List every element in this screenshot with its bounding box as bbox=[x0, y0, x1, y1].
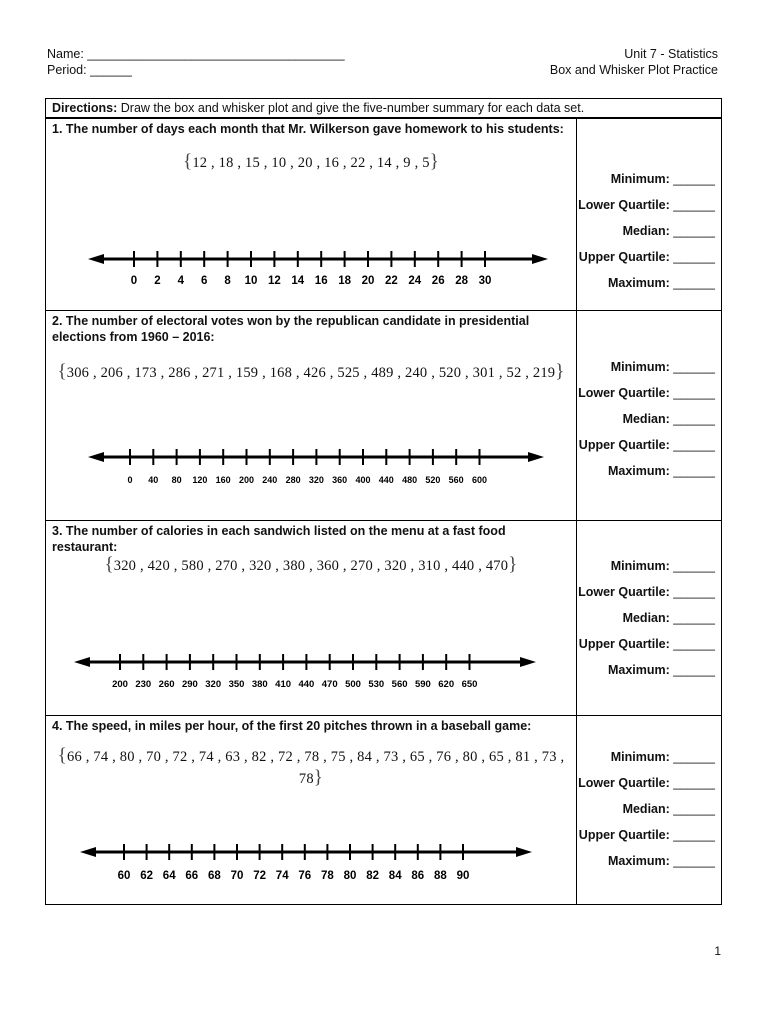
tick-label: 4 bbox=[177, 275, 185, 287]
summary-label: Upper Quartile: bbox=[578, 438, 670, 452]
tick-label: 76 bbox=[298, 870, 312, 882]
question-prompt: The speed, in miles per hour, of the first 20 pitches thrown in a baseball game: bbox=[65, 719, 532, 733]
student-info bbox=[47, 46, 345, 78]
tick-label: 20 bbox=[361, 275, 375, 287]
tick-label: 12 bbox=[268, 275, 281, 287]
tick-label: 6 bbox=[200, 275, 208, 287]
summary-label: Median: bbox=[622, 802, 670, 816]
tick-label: 440 bbox=[298, 679, 315, 690]
summary-label: Median: bbox=[622, 412, 670, 426]
summary-label: Upper Quartile: bbox=[578, 828, 670, 842]
tick-label: 68 bbox=[208, 870, 221, 882]
tick-label: 80 bbox=[343, 870, 357, 882]
tick-label: 70 bbox=[230, 870, 244, 882]
left-arrow-icon bbox=[88, 254, 104, 264]
answer-blank[interactable]: ______ bbox=[673, 250, 715, 264]
summary-label: Minimum: bbox=[610, 360, 670, 374]
answer-blank[interactable]: ______ bbox=[673, 802, 715, 816]
answer-blank[interactable]: ______ bbox=[673, 585, 715, 599]
summary-row bbox=[578, 406, 715, 432]
question-prompt: The number of calories in each sandwich listed on the menu at a fast food restaurant: bbox=[52, 524, 506, 554]
name-line bbox=[47, 46, 345, 62]
tick-label: 410 bbox=[275, 679, 292, 690]
answer-blank[interactable]: ______ bbox=[673, 776, 715, 790]
summary-label: Lower Quartile: bbox=[578, 776, 670, 790]
tick-label: 90 bbox=[456, 870, 470, 882]
open-brace: { bbox=[57, 361, 67, 382]
right-arrow-icon bbox=[532, 254, 548, 264]
period-line bbox=[47, 62, 345, 78]
five-number-summary bbox=[576, 716, 721, 905]
answer-blank[interactable]: ______ bbox=[673, 559, 715, 573]
summary-row bbox=[578, 796, 715, 822]
tick-label: 320 bbox=[308, 475, 324, 485]
tick-label: 28 bbox=[455, 275, 468, 287]
answer-blank[interactable]: ______ bbox=[673, 828, 715, 842]
tick-label: 320 bbox=[205, 679, 222, 690]
tick-label: 10 bbox=[244, 275, 258, 287]
answer-blank[interactable]: ______ bbox=[673, 386, 715, 400]
answer-blank[interactable]: ______ bbox=[673, 663, 715, 677]
summary-label: Minimum: bbox=[610, 172, 670, 186]
tick-label: 650 bbox=[461, 679, 478, 690]
tick-label: 600 bbox=[471, 475, 488, 485]
question-number: 4. bbox=[52, 719, 63, 733]
tick-label: 62 bbox=[140, 870, 153, 882]
answer-blank[interactable]: ______ bbox=[673, 198, 715, 212]
summary-label: Lower Quartile: bbox=[578, 585, 670, 599]
answer-blank[interactable]: ______ bbox=[673, 172, 715, 186]
tick-label: 480 bbox=[402, 475, 418, 485]
tick-label: 84 bbox=[388, 870, 402, 882]
problem-4 bbox=[46, 715, 721, 905]
summary-row bbox=[578, 354, 715, 380]
tick-label: 470 bbox=[321, 679, 338, 690]
tick-label: 200 bbox=[112, 679, 128, 690]
page-number: 1 bbox=[714, 944, 721, 958]
summary-row bbox=[578, 848, 715, 874]
directions-row bbox=[46, 99, 721, 118]
tick-label: 60 bbox=[117, 870, 131, 882]
directions-text: Draw the box and whisker plot and give the five-number summary for each data set. bbox=[117, 101, 585, 115]
tick-label: 260 bbox=[158, 679, 175, 690]
summary-label: Minimum: bbox=[610, 750, 670, 764]
data-values: 66 , 74 , 80 , 70 , 72 , 74 , 63 , 82 , 72 , 78 , 75 , 84 , 73 , 65 , 76 , 80 , 65 , 81 , 73 , 78 bbox=[67, 749, 565, 787]
answer-blank[interactable]: ______ bbox=[673, 276, 715, 290]
answer-blank[interactable]: ______ bbox=[673, 464, 715, 478]
answer-blank[interactable]: ______ bbox=[673, 611, 715, 625]
directions-label: Directions: bbox=[52, 101, 118, 115]
tick-label: 400 bbox=[355, 475, 371, 485]
problem-2 bbox=[46, 310, 721, 520]
problem-content bbox=[46, 119, 576, 310]
tick-label: 380 bbox=[251, 679, 268, 690]
answer-blank[interactable]: ______ bbox=[673, 412, 715, 426]
five-number-summary bbox=[576, 521, 721, 715]
tick-label: 230 bbox=[135, 679, 152, 690]
summary-label: Lower Quartile: bbox=[578, 198, 670, 212]
summary-label: Upper Quartile: bbox=[578, 637, 670, 651]
summary-row bbox=[578, 631, 715, 657]
summary-label: Maximum: bbox=[607, 663, 670, 677]
tick-label: 16 bbox=[314, 275, 328, 287]
tick-label: 440 bbox=[378, 475, 394, 485]
summary-label: Maximum: bbox=[607, 854, 670, 868]
tick-label: 280 bbox=[285, 475, 301, 485]
tick-label: 200 bbox=[238, 475, 255, 485]
summary-row bbox=[578, 432, 715, 458]
tick-label: 64 bbox=[162, 870, 176, 882]
question-number: 2. bbox=[52, 314, 63, 328]
summary-row bbox=[578, 657, 715, 683]
left-arrow-icon bbox=[80, 847, 96, 857]
unit-label: Unit 7 - Statistics bbox=[624, 47, 718, 61]
tick-label: 86 bbox=[411, 870, 425, 882]
tick-label: 560 bbox=[391, 679, 408, 690]
close-brace: } bbox=[429, 151, 440, 172]
tick-label: 590 bbox=[414, 679, 431, 690]
number-line[interactable] bbox=[46, 311, 576, 521]
answer-blank[interactable]: ______ bbox=[673, 637, 715, 651]
summary-label: Maximum: bbox=[607, 276, 670, 290]
close-brace: } bbox=[555, 361, 565, 382]
summary-label: Lower Quartile: bbox=[578, 386, 670, 400]
answer-blank[interactable]: ______ bbox=[673, 750, 715, 764]
problem-content bbox=[46, 521, 576, 715]
left-arrow-icon bbox=[74, 657, 90, 667]
data-values: 306 , 206 , 173 , 286 , 271 , 159 , 168 , 426 , 525 , 489 , 240 , 520 , 301 , 52 , 219 bbox=[66, 365, 556, 381]
tick-label: 500 bbox=[345, 679, 361, 690]
worksheet-subtitle: Box and Whisker Plot Practice bbox=[549, 63, 718, 77]
tick-label: 88 bbox=[434, 870, 447, 882]
tick-label: 560 bbox=[448, 475, 464, 485]
tick-label: 0 bbox=[130, 275, 138, 287]
period-label: Period: bbox=[47, 63, 91, 77]
tick-label: 290 bbox=[181, 679, 198, 690]
summary-row bbox=[578, 605, 715, 631]
number-line[interactable] bbox=[46, 119, 576, 311]
problem-content bbox=[46, 311, 576, 520]
left-arrow-icon bbox=[88, 452, 104, 462]
worksheet-title bbox=[550, 46, 718, 78]
right-arrow-icon bbox=[520, 657, 536, 667]
tick-label: 120 bbox=[192, 475, 208, 485]
summary-row bbox=[578, 822, 715, 848]
tick-label: 74 bbox=[275, 870, 289, 882]
tick-label: 240 bbox=[262, 475, 278, 485]
summary-row bbox=[578, 166, 715, 192]
five-number-summary bbox=[576, 311, 721, 520]
tick-label: 72 bbox=[253, 870, 266, 882]
tick-label: 40 bbox=[148, 475, 159, 485]
tick-label: 14 bbox=[291, 275, 305, 287]
tick-label: 520 bbox=[425, 475, 441, 485]
summary-row bbox=[578, 770, 715, 796]
right-arrow-icon bbox=[528, 452, 544, 462]
question-prompt: The number of days each month that Mr. Wilkerson gave homework to his students: bbox=[65, 122, 564, 136]
tick-label: 360 bbox=[332, 475, 348, 485]
open-brace: { bbox=[182, 151, 193, 172]
open-brace: { bbox=[57, 745, 67, 766]
tick-label: 82 bbox=[366, 870, 379, 882]
summary-row bbox=[578, 380, 715, 406]
tick-label: 530 bbox=[368, 679, 385, 690]
summary-row bbox=[578, 553, 715, 579]
five-number-summary bbox=[576, 119, 721, 310]
summary-row bbox=[578, 744, 715, 770]
data-values: 320 , 420 , 580 , 270 , 320 , 380 , 360 , 270 , 320 , 310 , 440 , 470 bbox=[113, 558, 509, 574]
summary-row bbox=[578, 458, 715, 484]
tick-label: 8 bbox=[224, 275, 231, 287]
summary-label: Median: bbox=[622, 611, 670, 625]
number-line[interactable] bbox=[46, 716, 576, 906]
close-brace: } bbox=[508, 554, 518, 575]
problem-3 bbox=[46, 520, 721, 715]
period-blank[interactable]: ______ bbox=[90, 63, 132, 77]
tick-label: 26 bbox=[431, 275, 445, 287]
name-blank[interactable]: _____________________________________ bbox=[87, 47, 345, 61]
tick-label: 160 bbox=[215, 475, 231, 485]
summary-row bbox=[578, 579, 715, 605]
answer-blank[interactable]: ______ bbox=[673, 224, 715, 238]
summary-label: Median: bbox=[622, 224, 670, 238]
tick-label: 0 bbox=[127, 475, 133, 485]
close-brace: } bbox=[313, 767, 324, 788]
tick-label: 78 bbox=[321, 870, 334, 882]
tick-label: 350 bbox=[228, 679, 245, 690]
tick-label: 24 bbox=[408, 275, 422, 287]
summary-label: Maximum: bbox=[607, 464, 670, 478]
tick-label: 2 bbox=[154, 275, 161, 287]
answer-blank[interactable]: ______ bbox=[673, 438, 715, 452]
question-prompt: The number of electoral votes won by the republican candidate in presidential elections from 1960 – 2016: bbox=[52, 314, 530, 344]
data-values: 12 , 18 , 15 , 10 , 20 , 16 , 22 , 14 , 9 , 5 bbox=[192, 155, 430, 171]
tick-label: 30 bbox=[478, 275, 492, 287]
answer-blank[interactable]: ______ bbox=[673, 360, 715, 374]
problem-1 bbox=[46, 118, 721, 310]
open-brace: { bbox=[104, 554, 114, 575]
right-arrow-icon bbox=[516, 847, 532, 857]
tick-label: 80 bbox=[171, 475, 182, 485]
question-number: 1. bbox=[52, 122, 63, 136]
summary-row bbox=[578, 192, 715, 218]
number-line[interactable] bbox=[46, 521, 576, 716]
summary-label: Minimum: bbox=[610, 559, 670, 573]
worksheet-table bbox=[45, 98, 722, 905]
tick-label: 66 bbox=[185, 870, 199, 882]
question-number: 3. bbox=[52, 524, 63, 538]
summary-row bbox=[578, 244, 715, 270]
problem-content bbox=[46, 716, 576, 905]
summary-row bbox=[578, 270, 715, 296]
answer-blank[interactable]: ______ bbox=[673, 854, 715, 868]
tick-label: 620 bbox=[438, 679, 455, 690]
summary-label: Upper Quartile: bbox=[578, 250, 670, 264]
name-label: Name: bbox=[47, 47, 88, 61]
tick-label: 22 bbox=[385, 275, 398, 287]
tick-label: 18 bbox=[338, 275, 351, 287]
summary-row bbox=[578, 218, 715, 244]
